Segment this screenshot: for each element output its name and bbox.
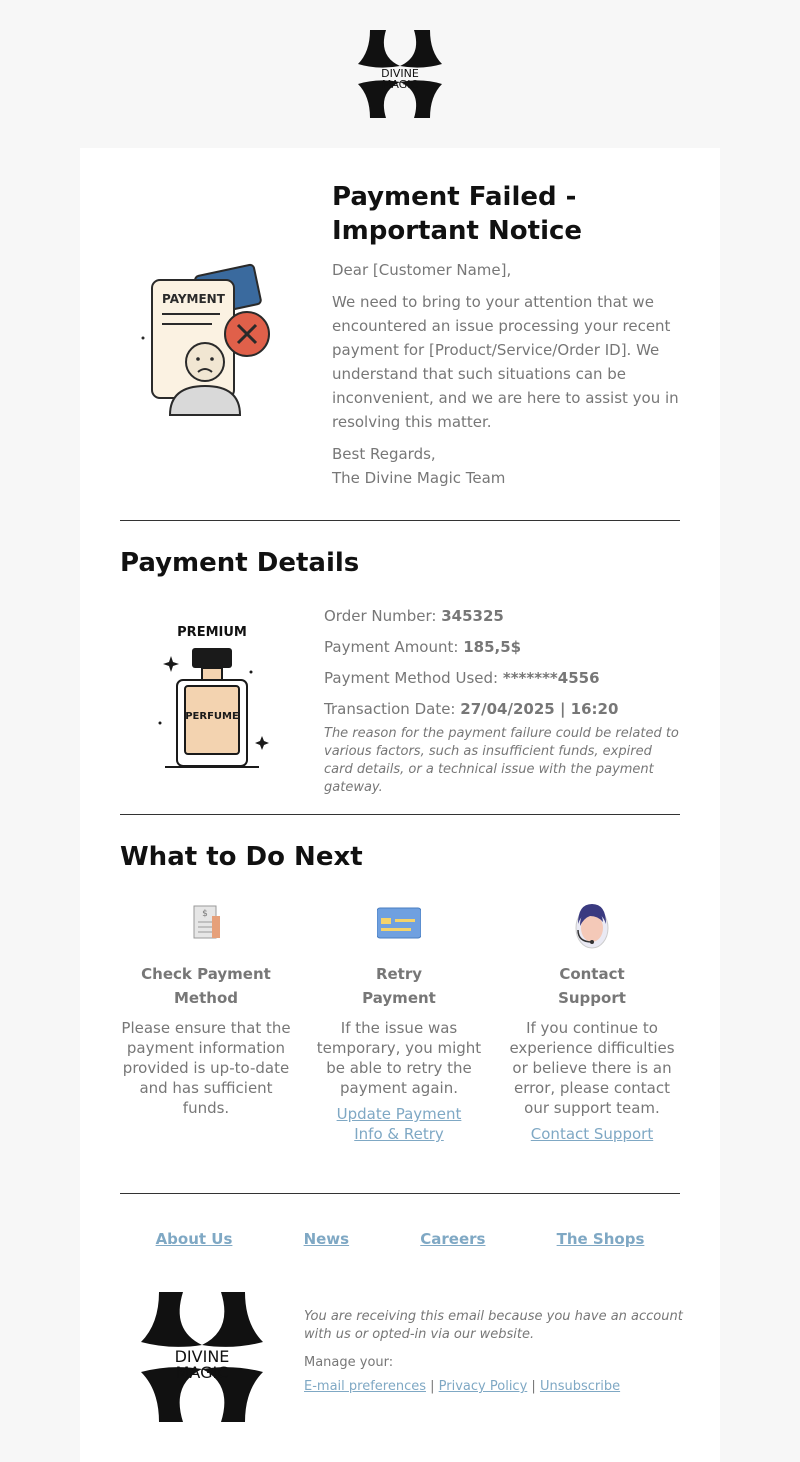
privacy-policy-link[interactable]: Privacy Policy — [438, 1379, 528, 1394]
email-preferences-link[interactable]: E-mail preferences — [304, 1379, 426, 1394]
support-agent-icon — [572, 902, 612, 950]
intro-text-block — [332, 180, 682, 490]
footer-nav — [120, 1230, 680, 1248]
perfume-product-image — [155, 622, 275, 770]
next-step-check-method — [120, 902, 292, 1118]
signoff-line2: The Divine Magic Team — [332, 469, 506, 487]
svg-text:$: $ — [202, 909, 208, 919]
svg-text:MAGIC: MAGIC — [381, 78, 419, 91]
divider — [120, 814, 680, 815]
section-title-payment-details: Payment Details — [120, 548, 360, 578]
order-number-row: Order Number: 345325 — [324, 607, 504, 625]
failure-reason-note: The reason for the payment failure could be related to various factors, such as insufficient funds, expired card details, or a technical issue with the payment gateway. — [324, 726, 679, 795]
payment-method-row: Payment Method Used: *******4556 — [324, 669, 600, 687]
email-header — [0, 0, 800, 148]
email-card — [80, 148, 720, 1462]
page-title: Payment Failed - Important Notice — [332, 182, 583, 246]
divider — [120, 520, 680, 521]
payment-details-list — [324, 606, 684, 797]
divider — [120, 1193, 680, 1194]
payment-failed-illustration — [140, 258, 275, 418]
step-description: Please ensure that the payment information provided is up-to-date and has sufficient funds. — [121, 1019, 291, 1117]
footer-link-the-shops[interactable]: The Shops — [556, 1230, 645, 1248]
contact-support-link[interactable]: Contact Support — [530, 1125, 654, 1143]
step-title-line1: Retry — [375, 965, 423, 983]
step-description: If you continue to experience difficulties or believe there is an error, please contact our support team. — [509, 1019, 675, 1117]
footer-link-news[interactable]: News — [303, 1230, 350, 1248]
footer-link-careers[interactable]: Careers — [420, 1230, 486, 1248]
svg-text:DIVINE: DIVINE — [174, 1347, 230, 1366]
footer-link-about-us[interactable]: About Us — [155, 1230, 233, 1248]
divine-magic-logo[interactable] — [356, 30, 444, 118]
footer-legal — [304, 1308, 684, 1396]
receipt-icon — [188, 902, 224, 942]
payment-amount-row: Payment Amount: 185,5$ — [324, 638, 522, 656]
step-title-line1: Check Payment — [141, 965, 271, 983]
credit-card-icon — [377, 902, 421, 942]
footer-note: You are receiving this email because you have an account with us or opted-in via our website. — [304, 1309, 683, 1342]
svg-text:PAYMENT: PAYMENT — [162, 292, 225, 306]
step-description: If the issue was temporary, you might be able to retry the payment again. — [316, 1019, 482, 1097]
step-title-line2: Method — [174, 989, 238, 1007]
signoff-line1: Best Regards, — [332, 445, 436, 463]
manage-label: Manage your: — [304, 1355, 394, 1370]
svg-text:MAGIC: MAGIC — [175, 1363, 229, 1382]
svg-text:DIVINE: DIVINE — [381, 67, 419, 80]
greeting: Dear [Customer Name], — [332, 261, 512, 279]
step-title-line1: Contact — [559, 965, 625, 983]
unsubscribe-link[interactable]: Unsubscribe — [539, 1379, 621, 1394]
next-step-contact-support — [506, 902, 678, 1144]
step-title-line2: Support — [558, 989, 626, 1007]
step-title-line2: Payment — [362, 989, 436, 1007]
update-payment-retry-link[interactable]: Update Payment Info & Retry — [336, 1105, 462, 1143]
next-step-retry-payment — [313, 902, 485, 1144]
intro-body: We need to bring to your attention that we encountered an issue processing your recent payment for [Product/Service/Order ID]. We understand that such situations can be inconvenient, and we are here to assist you in resolving this matter. — [332, 293, 679, 431]
svg-text:PREMIUM: PREMIUM — [177, 625, 247, 640]
section-title-next-steps: What to Do Next — [120, 842, 363, 872]
svg-text:PERFUME: PERFUME — [185, 711, 239, 722]
divine-magic-footer-logo[interactable] — [139, 1292, 265, 1422]
footer-preference-links: E-mail preferences | Privacy Policy | Unsubscribe — [304, 1379, 621, 1394]
transaction-date-row: Transaction Date: 27/04/2025 | 16:20 — [324, 700, 619, 718]
